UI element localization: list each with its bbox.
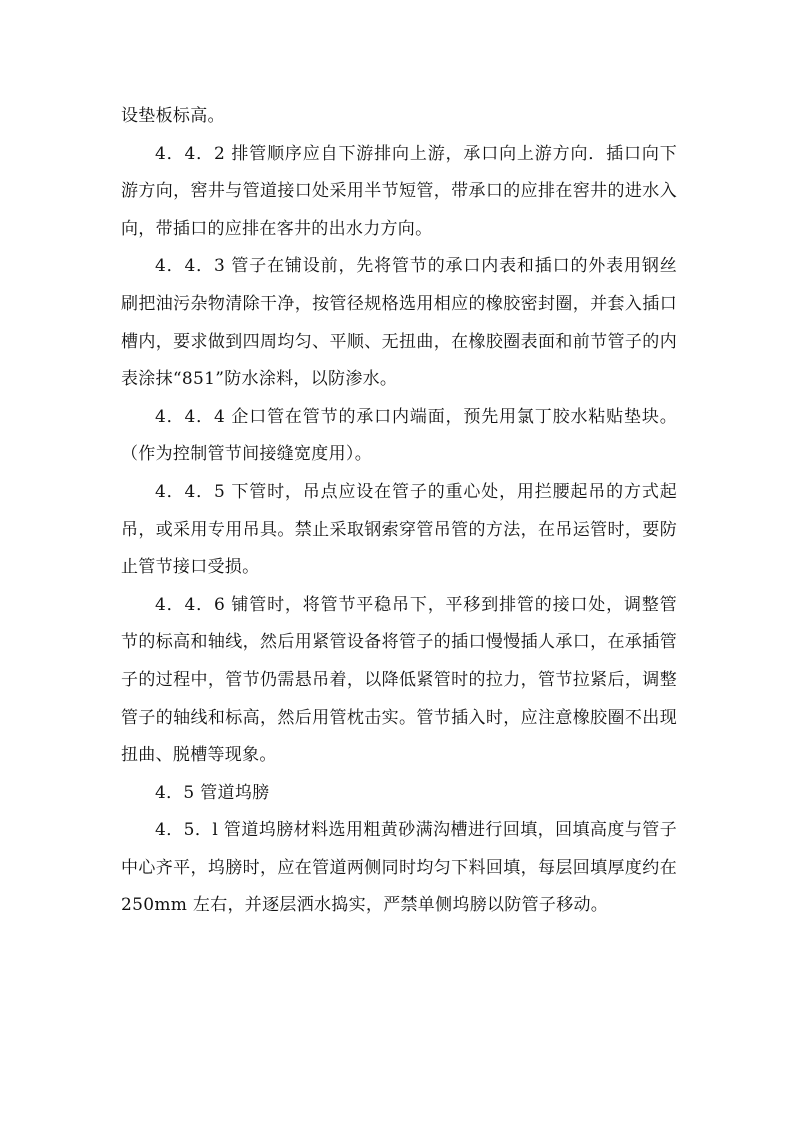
paragraph-4-4-4: 4．4．4 企口管在管节的承口内端面，预先用氯丁胶水粘贴垫块。（作为控制管节间接缝宽度用）。 (121, 406, 677, 465)
paragraph-4-4-6: 4．4．6 铺管时，将管节平稳吊下，平移到排管的接口处，调整管节的标高和轴线，然后用紧管设备将管子的插口慢慢插人承口，在承插管子的过程中，管节仍需悬吊着，以降低紧管时的拉力，管节拉紧后，调整管子的轴线和标高，然后用管枕击实。管节插入时，应注意橡胶圈不出现扭曲、脱槽等现象。 (121, 594, 677, 766)
document-body (121, 98, 677, 925)
paragraph-4-4-3: 4．4．3 管子在铺设前，先将管节的承口内表和插口的外表用钢丝刷把油污杂物清除干净，按管径规格选用相应的橡胶密封圈，并套入插口槽内，要求做到四周均匀、平顺、无扭曲，在橡胶圈表面和前节管子的内表涂抹“851”防水涂料，以防渗水。 (121, 256, 677, 390)
paragraph-4-5-1: 4．5．l 管道坞膀材料选用粗黄砂满沟槽进行回填，回填高度与管子中心齐平，坞膀时，应在管道两侧同时均匀下料回填，每层回填厚度约在 250mm 左右，并逐层洒水捣实，严禁单侧坞膀以防管子移动。 (121, 820, 677, 916)
paragraph-continuation: 设垫板标高。 (121, 106, 225, 126)
section-heading-4-5: 4．5 管道坞膀 (155, 782, 270, 803)
paragraph-4-4-5: 4．4．5 下管时，吊点应设在管子的重心处，用拦腰起吊的方式起吊，或采用专用吊具。禁止采取钢索穿管吊管的方法，在吊运管时，要防止管节接口受损。 (121, 481, 677, 578)
paragraph-4-4-2: 4．4．2 排管顺序应自下游排向上游，承口向上游方向．插口向下游方向，窖井与管道接口处采用半节短管，带承口的应排在窖井的进水入向，带插口的应排在客井的出水力方向。 (121, 143, 677, 239)
